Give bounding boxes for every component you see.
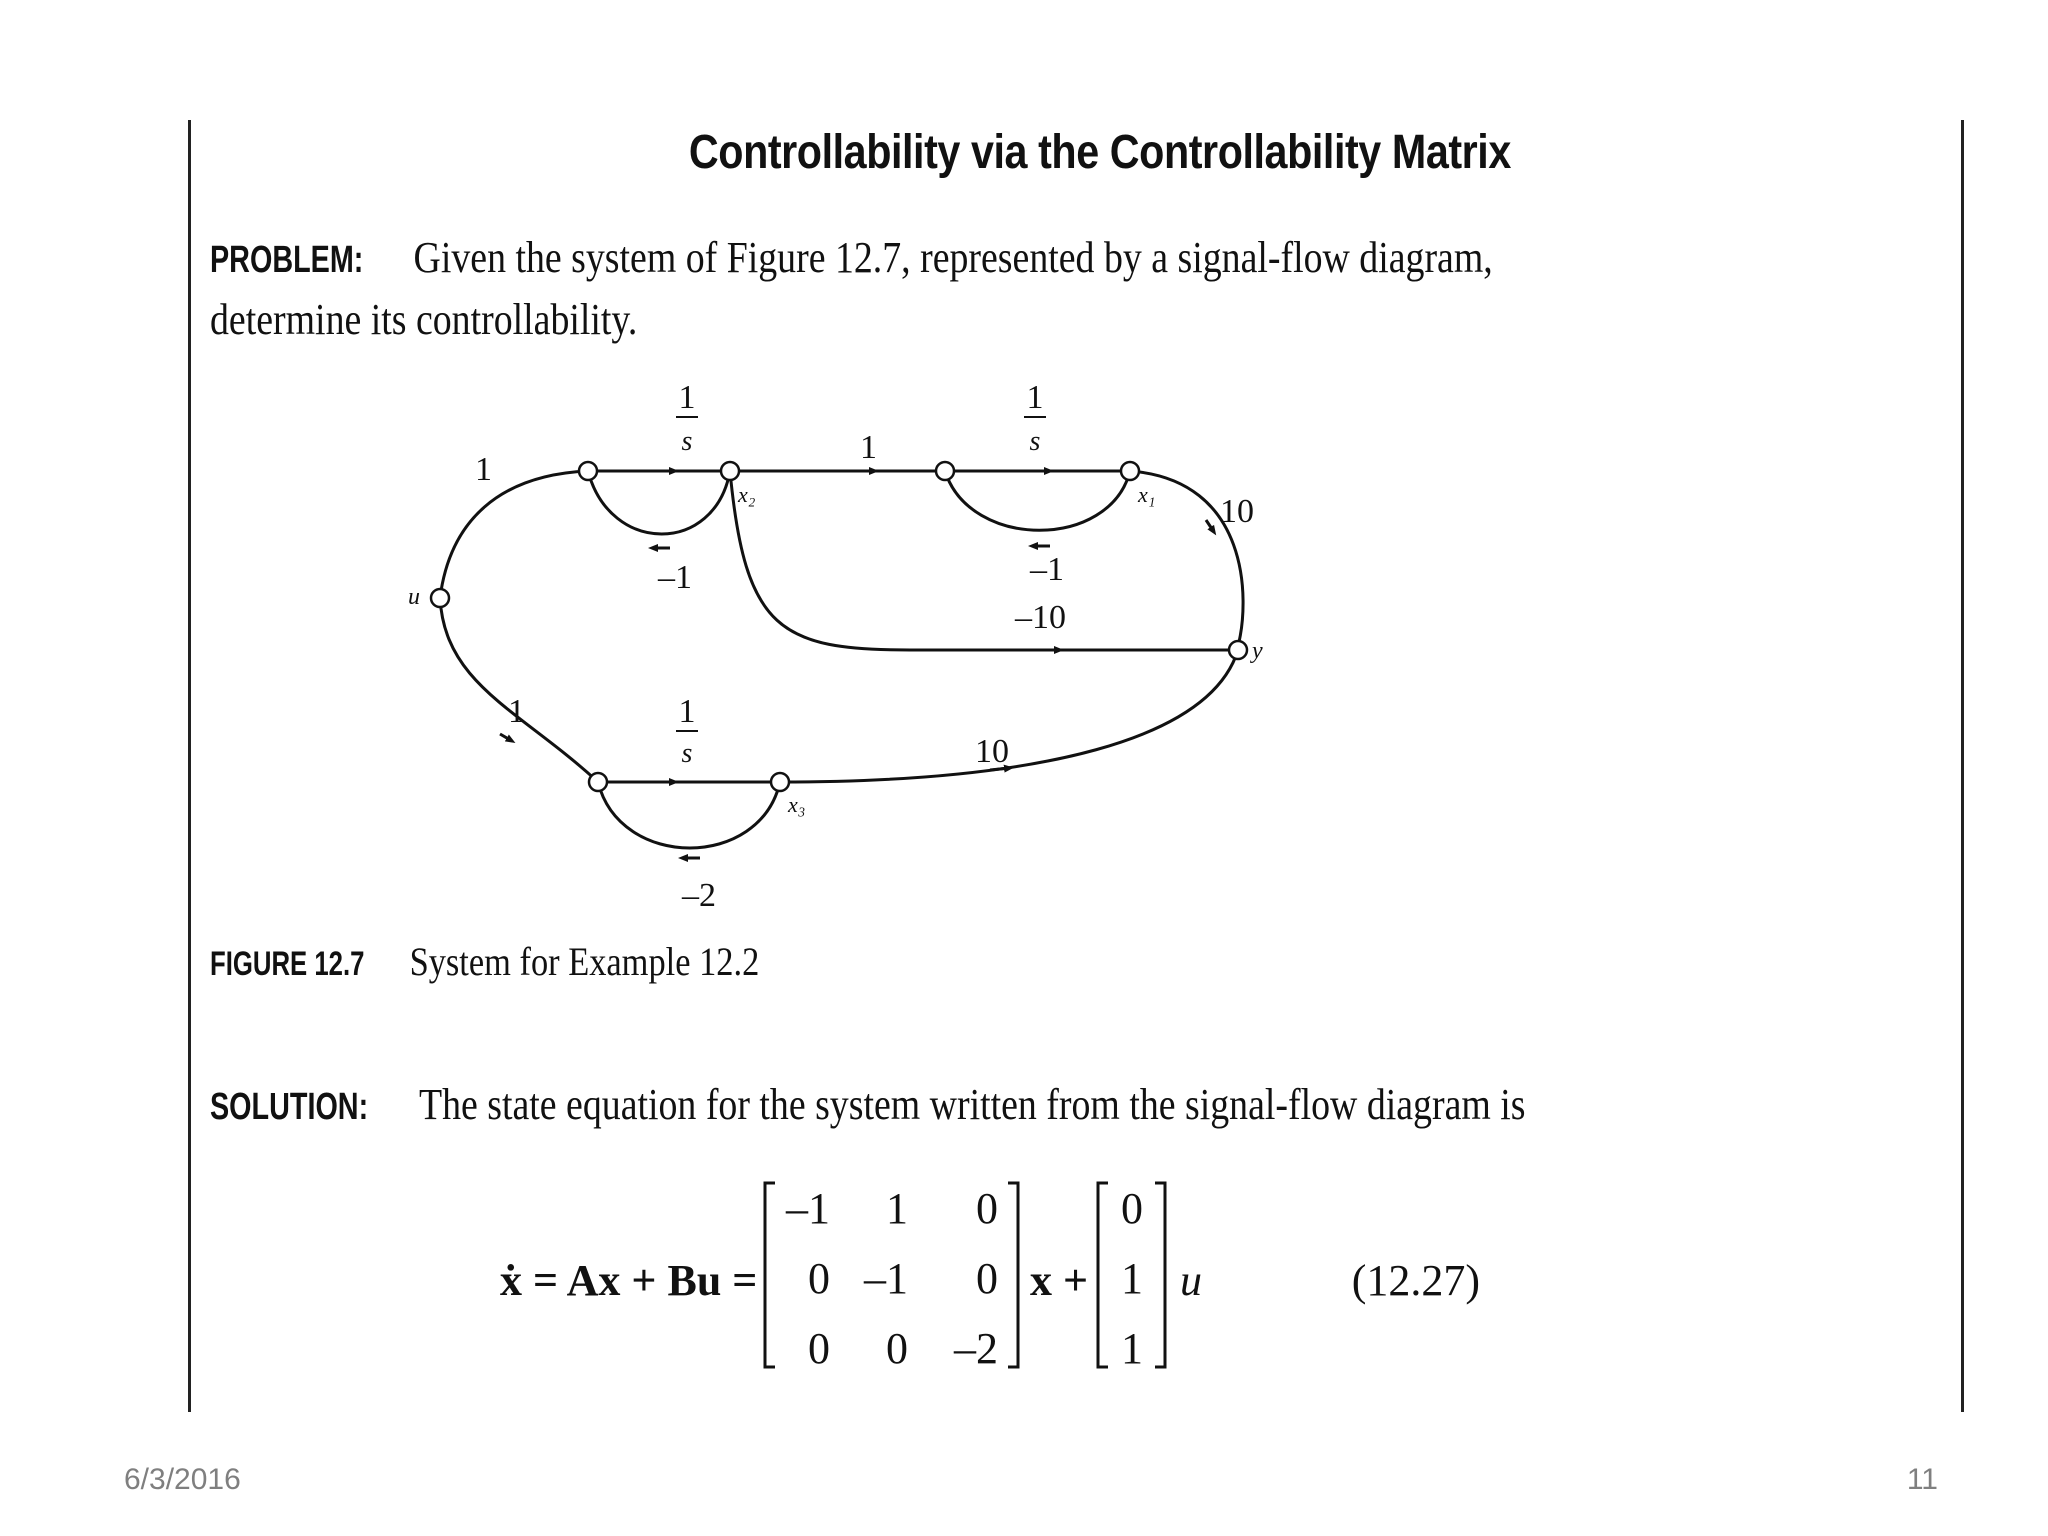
label-gain-x3-y: 10 bbox=[975, 733, 1009, 770]
matrix-a-r3c3: –2 bbox=[954, 1324, 998, 1373]
label-node-x1: x₁ bbox=[1138, 482, 1156, 507]
node-n3 bbox=[936, 462, 954, 480]
label-1s-b-den: s bbox=[1029, 426, 1041, 457]
caption-text: System for Example 12.2 bbox=[409, 939, 760, 984]
solution-paragraph bbox=[210, 1075, 1740, 1137]
node-x2 bbox=[721, 462, 739, 480]
equation-lhs: ẋ = Ax + Bu = bbox=[500, 1256, 758, 1305]
label-gain-x2-n3: 1 bbox=[860, 429, 877, 466]
label-1s-a-den: s bbox=[681, 426, 693, 457]
right-border-line bbox=[1961, 120, 1964, 1412]
label-loop-x3: –2 bbox=[682, 877, 716, 914]
edge-x3-to-y bbox=[780, 650, 1238, 782]
slide-title: Controllability via the Controllability Matrix bbox=[689, 126, 1511, 179]
problem-lead: PROBLEM: bbox=[210, 239, 364, 281]
node-y bbox=[1229, 641, 1247, 659]
node-u bbox=[431, 589, 449, 607]
signal-flow-diagram bbox=[390, 370, 1290, 930]
label-loop-x1: –1 bbox=[1030, 551, 1064, 588]
matrix-a-r2c1: 0 bbox=[808, 1254, 830, 1303]
loop-x2-feedback bbox=[588, 471, 730, 534]
equation-u: u bbox=[1180, 1256, 1202, 1305]
label-node-x3: x₃ bbox=[788, 792, 806, 817]
caption-lead: FIGURE 12.7 bbox=[210, 945, 365, 983]
matrix-a-r1c2: 1 bbox=[886, 1184, 908, 1233]
node-n1 bbox=[579, 462, 597, 480]
left-border-line bbox=[188, 120, 191, 1412]
loop-x1-feedback bbox=[945, 471, 1130, 530]
vector-b-r3: 1 bbox=[1121, 1324, 1143, 1373]
footer-page-number: 11 bbox=[1906, 1463, 1938, 1496]
label-gain-x1-y: 10 bbox=[1220, 493, 1254, 530]
label-1s-c-num: 1 bbox=[678, 693, 696, 730]
footer-date: 6/3/2016 bbox=[124, 1463, 241, 1496]
state-equation bbox=[500, 1175, 1520, 1385]
problem-paragraph bbox=[210, 228, 1702, 350]
vector-b-r2: 1 bbox=[1121, 1254, 1143, 1303]
solution-text: The state equation for the system written from the signal-flow diagram is bbox=[418, 1080, 1526, 1129]
node-x3 bbox=[771, 773, 789, 791]
label-gain-x2-y: –10 bbox=[1015, 599, 1066, 636]
label-loop-x2: –1 bbox=[658, 559, 692, 596]
label-node-y: y bbox=[1252, 638, 1263, 664]
problem-line-1: Given the system of Figure 12.7, represented by a signal-flow diagram, bbox=[413, 233, 1493, 282]
node-x1 bbox=[1121, 462, 1139, 480]
edge-u-to-n1 bbox=[440, 471, 588, 598]
label-1s-c-den: s bbox=[681, 738, 693, 769]
matrix-a-r1c1: –1 bbox=[786, 1184, 830, 1233]
label-gain-u-n1: 1 bbox=[475, 451, 492, 488]
edge-u-to-n5 bbox=[440, 598, 598, 782]
equation-mid: x + bbox=[1030, 1256, 1089, 1305]
matrix-a-r2c2: –1 bbox=[864, 1254, 908, 1303]
figure-caption bbox=[210, 938, 849, 985]
solution-lead: SOLUTION: bbox=[210, 1086, 369, 1128]
label-1s-a-num: 1 bbox=[678, 379, 696, 416]
matrix-a-r3c1: 0 bbox=[808, 1324, 830, 1373]
problem-line-2: determine its controllability. bbox=[210, 295, 638, 344]
loop-x3-feedback bbox=[598, 782, 780, 848]
equation-number: (12.27) bbox=[1351, 1256, 1480, 1305]
matrix-a-r1c3: 0 bbox=[976, 1184, 998, 1233]
vector-b-r1: 0 bbox=[1121, 1184, 1143, 1233]
edge-x2-to-y bbox=[730, 471, 1238, 650]
label-1s-b-num: 1 bbox=[1026, 379, 1044, 416]
label-node-x2: x₂ bbox=[738, 482, 756, 507]
matrix-a-r2c3: 0 bbox=[976, 1254, 998, 1303]
label-node-u: u bbox=[408, 584, 420, 610]
node-n5 bbox=[589, 773, 607, 791]
matrix-a-r3c2: 0 bbox=[886, 1324, 908, 1373]
label-gain-u-n5: 1 bbox=[508, 693, 525, 730]
